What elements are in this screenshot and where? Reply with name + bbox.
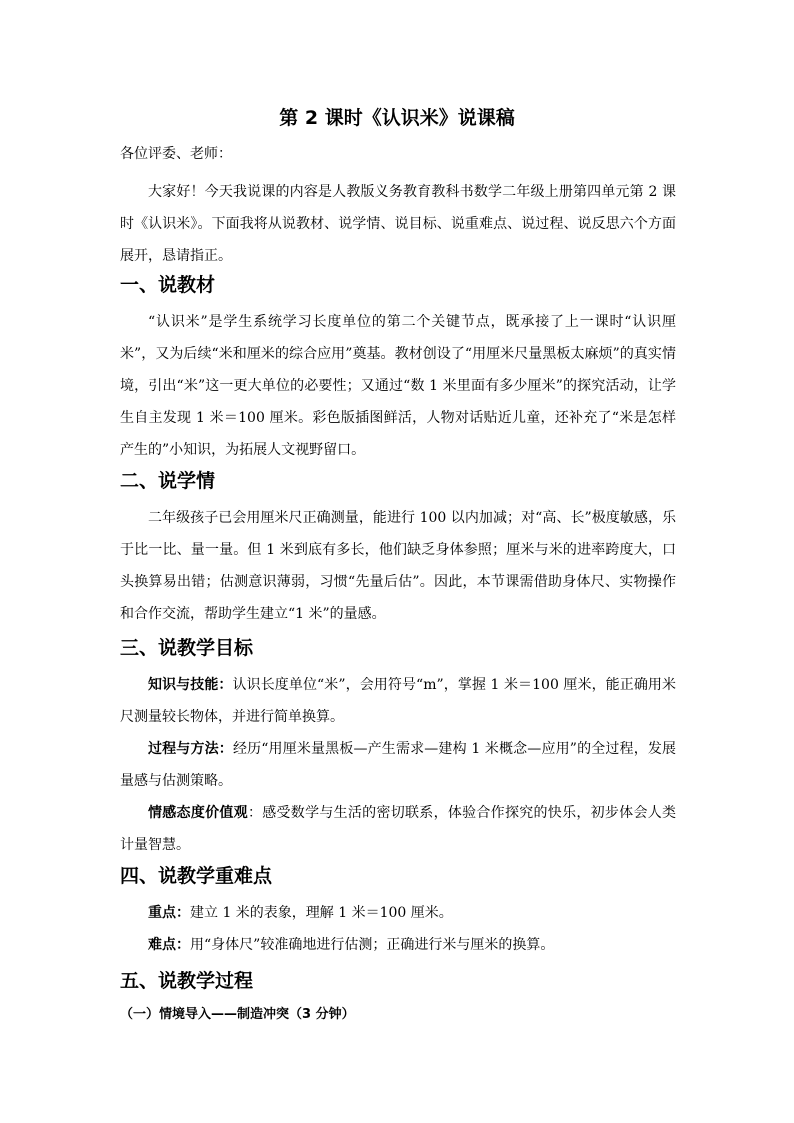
section-heading-students: 二、说学情 <box>120 470 216 492</box>
goal-emotion <box>120 797 676 861</box>
key-point-text: 建立 1 米的表象，理解 1 米＝100 厘米。 <box>190 905 453 921</box>
section-heading-key-points: 四、说教学重难点 <box>120 865 273 887</box>
goal-process-label: 过程与方法： <box>148 741 233 757</box>
goal-emotion-text: ：感受数学与生活的密切联系，体验合作探究的快乐，初步体会人类计量智慧。 <box>120 805 677 853</box>
goal-knowledge-text: 认识长度单位“米”，会用符号“m”，掌握 1 米＝100 厘米，能正确用米尺测量较长物体，并进行简单换算。 <box>120 677 677 725</box>
difficult-point-label: 难点： <box>148 937 190 953</box>
difficult-point <box>120 929 676 961</box>
goal-process <box>120 733 676 797</box>
intro-paragraph: 大家好！今天我说课的内容是人教版义务教育教科书数学二年级上册第四单元第 2 课时《认识米》。下面我将从说教材、说学情、说目标、说重难点、说过程、说反思六个方面展开，恳请指正。 <box>120 184 676 264</box>
key-point <box>120 897 676 929</box>
section-heading-goals: 三、说教学目标 <box>120 637 254 659</box>
document-title: 第 2 课时《认识米》说课稿 <box>279 107 515 129</box>
goal-knowledge-label: 知识与技能： <box>148 677 233 693</box>
greeting: 各位评委、老师： <box>120 146 232 162</box>
key-point-label: 重点： <box>148 905 190 921</box>
difficult-point-text: 用“身体尺”较准确地进行估测；正确进行米与厘米的换算。 <box>190 937 555 953</box>
textbook-paragraph: “认识米”是学生系统学习长度单位的第二个关键节点，既承接了上一课时“认识厘米”，又为后续“米和厘米的综合应用”奠基。教材创设了“用厘米尺量黑板太麻烦”的真实情境，引出“米”这一更大单位的必要性；又通过“数 1 米里面有多少厘米”的探究活动，让学生自主发现 1 米＝100 厘米。彩色版插图鲜活，人物对话贴近儿童，还补充了“米是怎样产生的”小知识，为拓展人文视野留口。 <box>120 314 676 458</box>
goal-knowledge <box>120 669 676 733</box>
goal-process-text: 经历“用厘米量黑板—产生需求—建构 1 米概念—应用”的全过程，发展量感与估测策略。 <box>120 741 677 789</box>
process-subheading: （一）情境导入——制造冲突（3 分钟） <box>120 1007 355 1022</box>
goal-emotion-label: 情感态度价值观 <box>148 805 248 821</box>
section-heading-process: 五、说教学过程 <box>120 970 254 992</box>
section-heading-textbook: 一、说教材 <box>120 274 216 296</box>
students-paragraph: 二年级孩子已会用厘米尺正确测量，能进行 100 以内加减；对“高、长”极度敏感，乐于比一比、量一量。但 1 米到底有多长，他们缺乏身体参照；厘米与米的进率跨度大，口头换算易出错；估测意识薄弱，习惯“先量后估”。因此，本节课需借助身体尺、实物操作和合作交流，帮助学生建立“1 米”的量感。 <box>120 510 676 622</box>
